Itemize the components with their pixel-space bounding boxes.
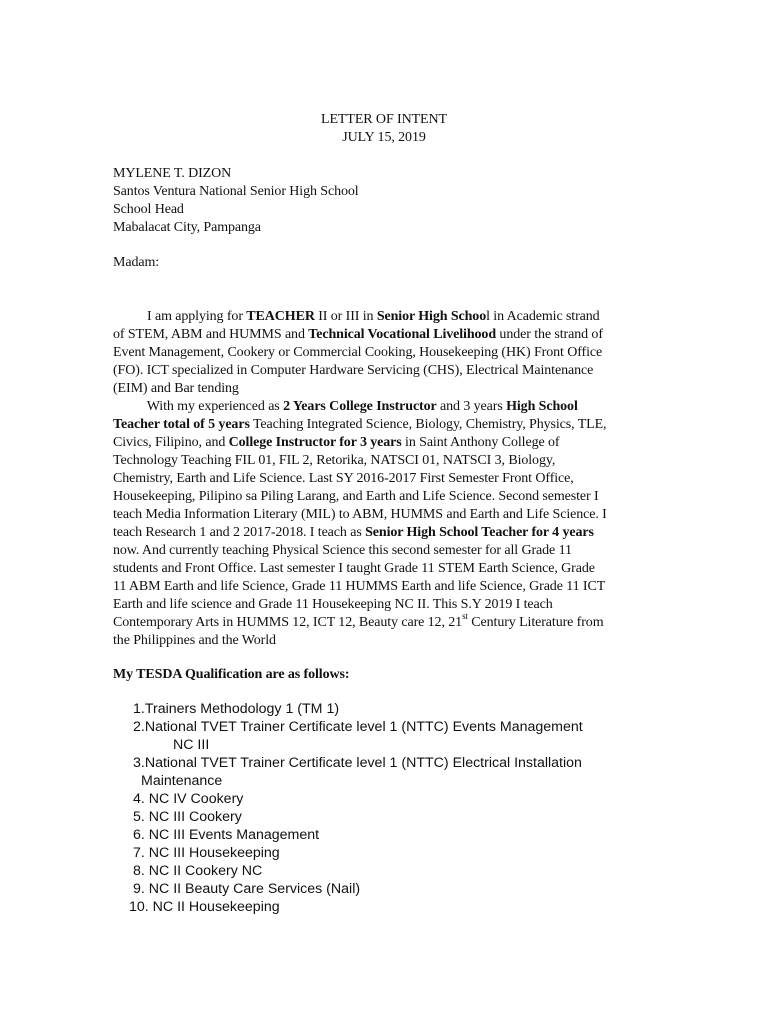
list-item: 6. NC III Events Management bbox=[133, 827, 320, 843]
recipient-name: MYLENE T. DIZON bbox=[113, 166, 232, 181]
text-line: of STEM, ABM and HUMMS and Technical Vocational Livelihood under the strand of bbox=[113, 327, 603, 342]
text-line: Earth and life science and Grade 11 Housekeeping NC II. This S.Y 2019 I teach bbox=[113, 597, 553, 612]
text-line: I am applying for TEACHER II or III in Senior High School in Academic strand bbox=[113, 309, 600, 324]
text-line: teach Media Information Literary (MIL) to ABM, HUMMS and Earth and Life Science. I bbox=[113, 507, 607, 522]
letter-title: LETTER OF INTENT bbox=[321, 112, 447, 127]
text-line: Housekeeping, Pilipino sa Piling Larang, and Earth and Life Science. Second semester I bbox=[113, 489, 599, 504]
text-line: the Philippines and the World bbox=[113, 633, 276, 648]
list-item: Maintenance bbox=[141, 773, 223, 789]
list-item: 5. NC III Cookery bbox=[133, 809, 242, 825]
list-item: 9. NC II Beauty Care Services (Nail) bbox=[133, 881, 361, 897]
list-item: 4. NC IV Cookery bbox=[133, 791, 244, 807]
text-line: now. And currently teaching Physical Science this second semester for all Grade 11 bbox=[113, 543, 572, 558]
paragraph-application bbox=[113, 308, 653, 398]
text-line: With my experienced as 2 Years College Instructor and 3 years High School bbox=[113, 399, 578, 414]
text-line: Chemistry, Earth and Life Science. Last SY 2016-2017 First Semester Front Office, bbox=[113, 471, 574, 486]
list-item: 2.National TVET Trainer Certificate level 1 (NTTC) Events Management bbox=[133, 719, 583, 735]
salutation: Madam: bbox=[113, 255, 160, 270]
text-line: 11 ABM Earth and life Science, Grade 11 HUMMS Earth and life Science, Grade 11 ICT bbox=[113, 579, 606, 594]
text-line: Event Management, Cookery or Commercial Cooking, Housekeeping (HK) Front Office bbox=[113, 345, 603, 360]
letter-date: JULY 15, 2019 bbox=[342, 130, 426, 145]
text-line: Civics, Filipino, and College Instructor for 3 years in Saint Anthony College of bbox=[113, 435, 560, 450]
text-line: (EIM) and Bar tending bbox=[113, 381, 239, 396]
list-item: 8. NC II Cookery NC bbox=[133, 863, 263, 879]
qualifications-heading: My TESDA Qualification are as follows: bbox=[113, 667, 350, 682]
paragraph-experience bbox=[113, 398, 653, 650]
text-line: teach Research 1 and 2 2017-2018. I teach as Senior High School Teacher for 4 years bbox=[113, 525, 594, 540]
recipient-position: School Head bbox=[113, 202, 184, 217]
list-item: 1.Trainers Methodology 1 (TM 1) bbox=[133, 701, 340, 717]
list-item: 3.National TVET Trainer Certificate level 1 (NTTC) Electrical Installation bbox=[133, 755, 582, 771]
text-line: (FO). ICT specialized in Computer Hardware Servicing (CHS), Electrical Maintenance bbox=[113, 363, 594, 378]
recipient-address: Mabalacat City, Pampanga bbox=[113, 220, 261, 235]
list-item: 7. NC III Housekeeping bbox=[133, 845, 280, 861]
text-line: students and Front Office. Last semester I taught Grade 11 STEM Earth Science, Grade bbox=[113, 561, 595, 576]
recipient-block bbox=[113, 165, 359, 237]
list-item: NC III bbox=[173, 737, 210, 753]
text-line: Contemporary Arts in HUMMS 12, ICT 12, Beauty care 12, 21st Century Literature from bbox=[113, 611, 604, 630]
recipient-school: Santos Ventura National Senior High School bbox=[113, 184, 359, 199]
text-line: Technology Teaching FIL 01, FIL 2, Retorika, NATSCI 01, NATSCI 3, Biology, bbox=[113, 453, 556, 468]
text-line: Teacher total of 5 years Teaching Integrated Science, Biology, Chemistry, Physics, TLE, bbox=[113, 417, 607, 432]
list-item: 10. NC II Housekeeping bbox=[129, 899, 280, 915]
